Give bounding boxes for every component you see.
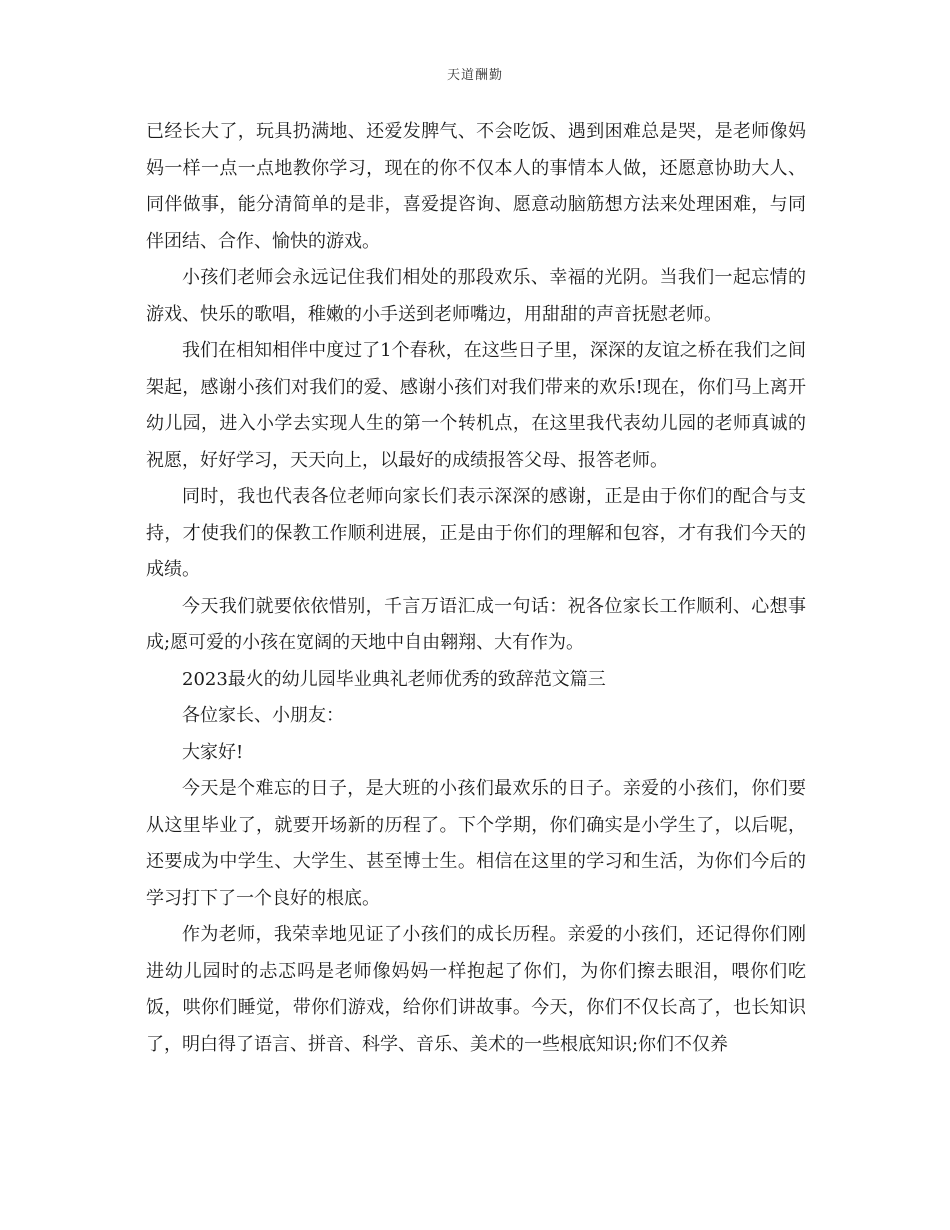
paragraph: 今天我们就要依依惜别，千言万语汇成一句话：祝各位家长工作顺利、心想事成;愿可爱的小孩在宽阔的天地中自由翱翔、大有作为。 [146, 595, 806, 653]
greeting: 大家好! [182, 741, 244, 763]
paragraph-continuation: 已经长大了，玩具扔满地、还爱发脾气、不会吃饭、遇到困难总是哭，是老师像妈妈一样一点一点地教你学习，现在的你不仅本人的事情本人做，还愿意协助大人、同伴做事，能分清简单的是非，喜爱提咨询、愿意动脑筋想方法来处理困难，与同伴团结、合作、愉快的游戏。 [146, 121, 806, 252]
paragraph: 同时，我也代表各位老师向家长们表示深深的感谢，正是由于你们的配合与支持，才使我们的保教工作顺利进展，正是由于你们的理解和包容，才有我们今天的成绩。 [146, 486, 806, 580]
document-body [146, 114, 806, 1063]
paragraph: 作为老师，我荣幸地见证了小孩们的成长历程。亲爱的小孩们，还记得你们刚进幼儿园时的忐忑吗是老师像妈妈一样抱起了你们，为你们擦去眼泪，喂你们吃饭，哄你们睡觉，带你们游戏，给你们讲故事。今天，你们不仅长高了，也长知识了，明白得了语言、拼音、科学、音乐、美术的一些根底知识;你们不仅养 [146, 924, 806, 1055]
section-title: 2023最火的幼儿园毕业典礼老师优秀的致辞范文篇三 [182, 668, 606, 690]
paragraph: 今天是个难忘的日子，是大班的小孩们最欢乐的日子。亲爱的小孩们，你们要从这里毕业了，就要开场新的历程了。下个学期，你们确实是小学生了，以后呢，还要成为中学生、大学生、甚至博士生。相信在这里的学习和生活，为你们今后的学习打下了一个良好的根底。 [146, 778, 806, 909]
salutation: 各位家长、小朋友： [182, 705, 344, 726]
paragraph: 小孩们老师会永远记住我们相处的那段欢乐、幸福的光阴。当我们一起忘情的游戏、快乐的歌唱，稚嫩的小手送到老师嘴边，用甜甜的声音抚慰老师。 [146, 267, 806, 325]
paragraph: 我们在相知相伴中度过了1个春秋，在这些日子里，深深的友谊之桥在我们之间架起，感谢小孩们对我们的爱、感谢小孩们对我们带来的欢乐!现在，你们马上离开幼儿园，进入小学去实现人生的第一个转机点，在这里我代表幼儿园的老师真诚的祝愿，好好学习，天天向上，以最好的成绩报答父母、报答老师。 [146, 340, 806, 471]
page-header: 天道酬勤 [446, 68, 503, 83]
